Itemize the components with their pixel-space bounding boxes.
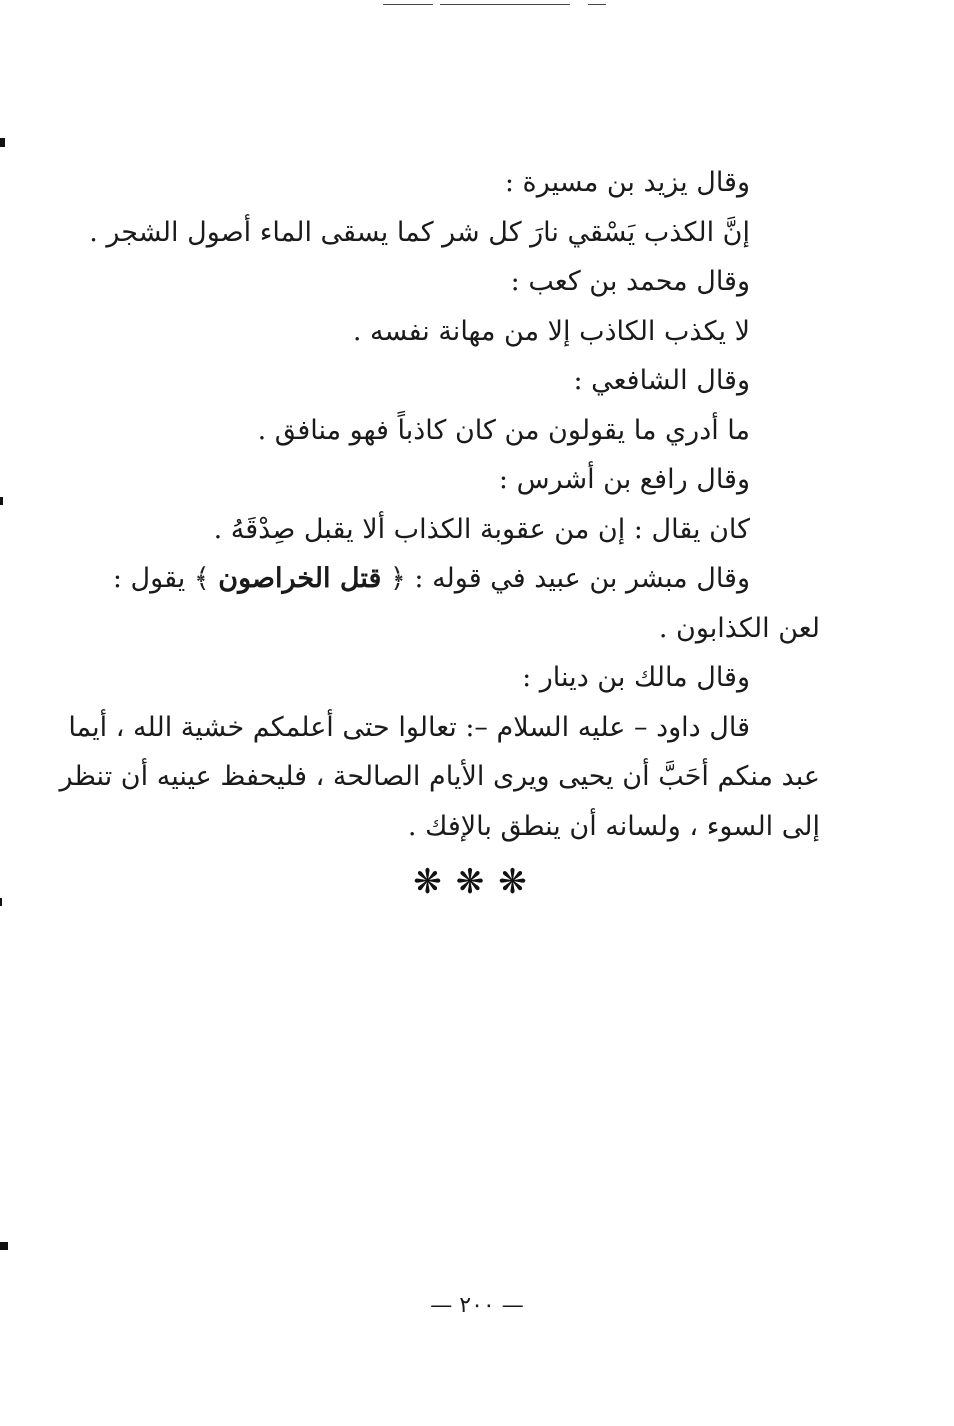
text-line: وقال يزيد بن مسيرة : [504,167,750,198]
text-line: لا يكذب الكاذب إلا من مهانة نفسه . [352,315,750,347]
text-line: لعن الكذابون . [658,612,820,644]
text-line: وقال محمد بن كعب : [510,266,750,297]
quran-quote: قتل الخراصون [218,563,382,594]
margin-mark [0,497,3,505]
margin-mark [0,138,5,147]
text-line: عبد منكم أحَبَّ أن يحيى ويرى الأيام الصالحة ، فليحفظ عينيه أن تنظر [59,761,820,792]
text-line: قال داود – عليه السلام –: تعالوا حتى أعلمكم خشية الله ، أيما [68,711,750,743]
text-line: إنَّ الكذب يَسْقي نارَ كل شر كما يسقى الماء أصول الشجر . [89,216,750,248]
top-rule [383,4,433,5]
text-line: وقال رافع بن أشرس : [498,464,750,495]
text-line: وقال مالك بن دينار : [522,662,750,693]
body-text [59,158,820,851]
line-text: وقال مبشر بن عبيد في قوله : ﴿ [381,563,750,594]
section-ornament: ❋❋❋ [413,862,541,902]
page-number: — ٢٠٠ — [430,1293,524,1318]
text-line: كان يقال : إن من عقوبة الكذاب ألا يقبل صِدْقَهُ . [213,513,750,545]
text-line: وقال الشافعي : [573,365,750,396]
top-rule [440,4,570,5]
line-text: ﴾ يقول : [112,563,219,594]
top-rule [588,4,606,5]
margin-mark [0,1242,8,1250]
text-line [112,554,820,604]
text-line: ما أدري ما يقولون من كان كاذباً فهو منافق . [257,414,750,446]
text-line: إلى السوء ، ولسانه أن ينطق بالإفك . [407,810,820,842]
